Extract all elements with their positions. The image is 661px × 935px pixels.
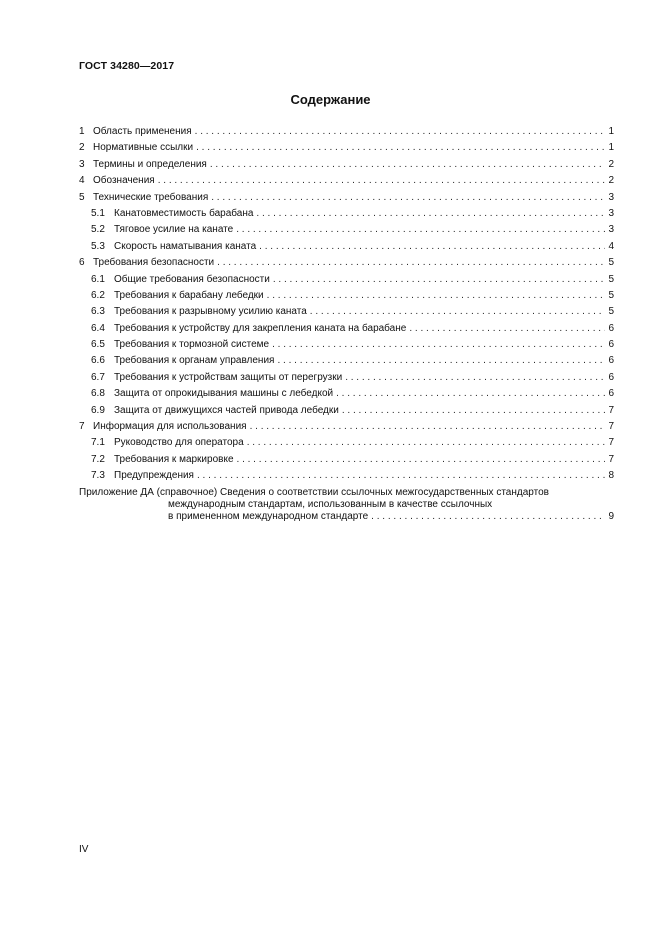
toc-entry-title: Требования безопасности xyxy=(93,257,215,269)
toc-entry-title: Требования к барабану лебедки xyxy=(114,289,264,301)
toc-entry-number: 7.1 xyxy=(91,437,105,449)
toc-entry-page: 2 xyxy=(608,175,614,187)
toc-entry-number: 6.7 xyxy=(91,371,105,383)
toc-entry-title: Область применения xyxy=(93,126,192,137)
appendix-title-line-1: Приложение ДА (справочное) Сведения о соответствии ссылочных межгосударственных стандартов xyxy=(79,486,549,498)
toc-entry-page: 4 xyxy=(608,240,614,252)
toc-entry-page: 5 xyxy=(608,289,614,301)
toc-entry-title: Общие требования безопасности xyxy=(114,273,270,285)
toc-entry[interactable] xyxy=(79,468,614,484)
toc-entry-title: Защита от движущихся частей привода лебедки xyxy=(114,404,339,416)
leader-dots xyxy=(310,304,605,320)
toc-entry-number: 7.3 xyxy=(91,470,105,482)
toc-entry-number: 6.5 xyxy=(91,339,105,351)
leader-dots xyxy=(250,419,605,435)
toc-entry-title: Технические требования xyxy=(93,191,209,203)
toc-entry-page: 6 xyxy=(608,388,614,400)
toc-entry-page: 1 xyxy=(608,142,614,154)
toc-entry[interactable] xyxy=(79,452,614,468)
toc-entry-number: 5.2 xyxy=(91,224,105,236)
toc-entry-title: Требования к устройствам защиты от перегрузки xyxy=(114,371,343,383)
toc-appendix-entry[interactable] xyxy=(79,487,614,524)
toc-entry[interactable] xyxy=(79,288,614,304)
toc-entry-number: 5.1 xyxy=(91,207,105,219)
toc-entry-number: 6.1 xyxy=(91,273,105,285)
toc-entry-number: 3 xyxy=(79,158,85,170)
toc-entry-number: 6.6 xyxy=(91,355,105,367)
toc-entry-title: Тяговое усилие на канате xyxy=(114,224,234,236)
toc-entry-page: 6 xyxy=(608,355,614,367)
toc-entry-page: 7 xyxy=(608,421,614,433)
toc-entry[interactable] xyxy=(79,190,614,206)
toc-entry[interactable] xyxy=(79,403,614,419)
toc-entry[interactable] xyxy=(79,173,614,189)
appendix-page-number: 9 xyxy=(608,511,614,523)
toc-entry[interactable] xyxy=(79,337,614,353)
leader-dots xyxy=(210,157,605,173)
toc-entry-page: 3 xyxy=(608,191,614,203)
appendix-title-line-2: международным стандартам, использованным в качестве ссылочных xyxy=(168,499,493,510)
leader-dots xyxy=(196,140,605,156)
leader-dots xyxy=(247,435,605,451)
toc-entry[interactable] xyxy=(79,419,614,435)
toc-entry-number: 6.9 xyxy=(91,404,105,416)
toc-entry-page: 6 xyxy=(608,322,614,334)
table-of-contents xyxy=(79,124,614,524)
leader-dots xyxy=(371,511,605,523)
toc-entry-title: Нормативные ссылки xyxy=(93,142,194,154)
toc-entry[interactable] xyxy=(79,321,614,337)
toc-entry-title: Информация для использования xyxy=(93,421,247,433)
toc-entry-page: 2 xyxy=(608,158,614,170)
toc-entry-page: 6 xyxy=(608,371,614,383)
toc-entry-title: Термины и определения xyxy=(93,158,207,170)
leader-dots xyxy=(409,321,605,337)
toc-entry-page: 7 xyxy=(608,437,614,449)
toc-entry[interactable] xyxy=(79,222,614,238)
toc-entry-page: 3 xyxy=(608,207,614,219)
leader-dots xyxy=(259,239,605,255)
toc-entry-title: Предупреждения xyxy=(114,470,194,482)
toc-entry[interactable] xyxy=(79,255,614,271)
leader-dots xyxy=(236,222,605,238)
toc-entry-title: Требования к разрывному усилию каната xyxy=(114,306,307,318)
toc-entry[interactable] xyxy=(79,206,614,222)
toc-entry-number: 5.3 xyxy=(91,240,105,252)
document-id: ГОСТ 34280—2017 xyxy=(79,60,175,72)
leader-dots xyxy=(197,468,605,484)
toc-entry-page: 1 xyxy=(608,126,614,137)
toc-entry-number: 4 xyxy=(79,175,85,187)
toc-entry-title: Требования к тормозной системе xyxy=(114,339,270,351)
toc-entry-page: 3 xyxy=(608,224,614,236)
toc-entry-page: 5 xyxy=(608,273,614,285)
toc-entry-title: Канатовместимость барабана xyxy=(114,207,254,219)
leader-dots xyxy=(158,173,605,189)
leader-dots xyxy=(273,272,605,288)
leader-dots xyxy=(267,288,605,304)
toc-entry[interactable] xyxy=(79,353,614,369)
toc-entry-page: 7 xyxy=(608,404,614,416)
leader-dots xyxy=(345,370,605,386)
toc-entry-number: 6.2 xyxy=(91,289,105,301)
toc-entry-page: 8 xyxy=(608,470,614,482)
toc-entry-title: Защита от опрокидывания машины с лебедкой xyxy=(114,388,334,400)
toc-entries xyxy=(79,124,614,485)
toc-entry-number: 7.2 xyxy=(91,453,105,465)
toc-entry-title: Требования к маркировке xyxy=(114,453,234,465)
toc-entry[interactable] xyxy=(79,370,614,386)
toc-entry-page: 7 xyxy=(608,453,614,465)
toc-entry-title: Обозначения xyxy=(93,175,155,187)
toc-entry[interactable] xyxy=(79,272,614,288)
toc-entry[interactable] xyxy=(79,157,614,173)
toc-entry-number: 5 xyxy=(79,191,85,203)
toc-entry-title: Руководство для оператора xyxy=(114,437,244,449)
toc-entry-title: Требования к органам управления xyxy=(114,355,275,367)
leader-dots xyxy=(256,206,605,222)
leader-dots xyxy=(211,190,605,206)
toc-entry[interactable] xyxy=(79,304,614,320)
leader-dots xyxy=(237,452,605,468)
toc-entry-number: 6.3 xyxy=(91,306,105,318)
toc-entry[interactable] xyxy=(79,435,614,451)
toc-entry[interactable] xyxy=(79,124,614,140)
toc-entry[interactable] xyxy=(79,239,614,255)
toc-title: Содержание xyxy=(290,92,371,107)
page-folio: IV xyxy=(79,844,89,855)
toc-entry-number: 6 xyxy=(79,257,85,269)
toc-entry-number: 6.4 xyxy=(91,322,105,334)
toc-entry-page: 5 xyxy=(608,306,614,318)
leader-dots xyxy=(336,386,605,402)
leader-dots xyxy=(217,255,605,271)
toc-entry-number: 2 xyxy=(79,142,85,154)
toc-entry-title: Скорость наматывания каната xyxy=(114,240,257,252)
toc-entry-number: 6.8 xyxy=(91,388,105,400)
toc-entry-title: Требования к устройству для закрепления каната на барабане xyxy=(114,322,407,334)
toc-entry[interactable] xyxy=(79,140,614,156)
leader-dots xyxy=(342,403,605,419)
leader-dots xyxy=(277,353,605,369)
toc-entry-number: 1 xyxy=(79,126,85,137)
appendix-title-line-3: в примененном международном стандарте xyxy=(168,511,369,523)
leader-dots xyxy=(195,124,605,140)
toc-entry-page: 5 xyxy=(608,257,614,269)
toc-entry-number: 7 xyxy=(79,421,85,433)
toc-entry-page: 6 xyxy=(608,339,614,351)
toc-entry[interactable] xyxy=(79,386,614,402)
leader-dots xyxy=(272,337,605,353)
